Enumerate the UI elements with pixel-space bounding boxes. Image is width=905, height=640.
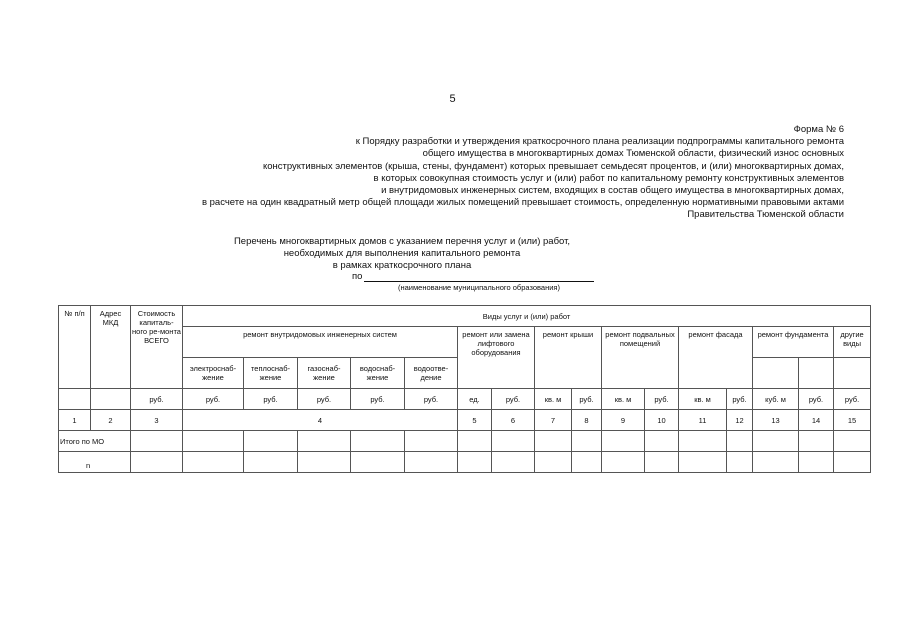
header-line: к Порядку разработки и утверждения краткосрочного плана реализации подпрограммы капитального ремонта (355, 136, 844, 148)
table-cell (298, 431, 351, 452)
unit-cell: кв. м (679, 389, 727, 410)
header-water: водоснаб-жение (351, 358, 405, 389)
form-label: Форма № 6 (793, 124, 844, 135)
unit-cell: руб. (351, 389, 405, 410)
unit-cell: руб. (799, 389, 834, 410)
table-cell (727, 431, 753, 452)
table-cell (405, 431, 458, 452)
po-label: по (352, 271, 363, 282)
header-other: другие виды (834, 327, 871, 358)
empty-cell (834, 358, 871, 389)
column-number: 7 (535, 410, 572, 431)
empty-cell (59, 389, 91, 410)
column-number: 2 (91, 410, 131, 431)
table-cell (727, 452, 753, 473)
page-number: 5 (449, 93, 456, 105)
header-roof: ремонт крыши (535, 327, 602, 389)
header-electric: электроснаб-жение (183, 358, 244, 389)
column-number: 3 (131, 410, 183, 431)
table-cell (834, 452, 871, 473)
unit-cell: кв. м (535, 389, 572, 410)
unit-cell: руб. (183, 389, 244, 410)
column-number: 11 (679, 410, 727, 431)
column-number: 14 (799, 410, 834, 431)
title-line: необходимых для выполнения капитального ремонта (283, 247, 521, 259)
table-cell (679, 431, 727, 452)
header-heat: теплоснаб-жение (244, 358, 298, 389)
table-cell (458, 431, 492, 452)
unit-cell: руб. (834, 389, 871, 410)
row-n-text: n (86, 461, 91, 470)
header-line: в которых совокупная стоимость услуг и (или) работ по капитальному ремонту конструктивных элементов (373, 172, 844, 184)
table-cell (572, 452, 602, 473)
unit-cell: руб. (244, 389, 298, 410)
unit-cell: руб. (492, 389, 535, 410)
column-number: 12 (727, 410, 753, 431)
table-cell (602, 452, 645, 473)
table-cell (834, 431, 871, 452)
empty-cell (799, 358, 834, 389)
empty-cell (91, 389, 131, 410)
document-title (222, 236, 582, 271)
column-number: 5 (458, 410, 492, 431)
header-line: Правительства Тюменской области (687, 209, 844, 221)
unit-cell: руб. (727, 389, 753, 410)
unit-cell: руб. (405, 389, 458, 410)
header-line: в расчете на один квадратный метр общей площади жилых помещений превышает стоимость, определенную нормативными правовыми актами (201, 197, 844, 209)
form-header (84, 124, 844, 222)
header-line: и внутридомовых инженерных систем, входящих в состав общего имущества в многоквартирных домах, (381, 185, 844, 197)
header-total-cost: Стоимость капиталь-ного ре-монта ВСЕГО (131, 306, 183, 389)
municipality-field-line (364, 281, 594, 282)
table-cell (351, 431, 405, 452)
total-row-label: Итого по МО (59, 431, 131, 452)
table-cell (492, 452, 535, 473)
table-cell (244, 431, 298, 452)
header-line: конструктивных элементов (крыша, стены, фундамент) которых превышает семьдесят процентов, и (или) многоквартирных домах, (262, 160, 844, 172)
column-number: 6 (492, 410, 535, 431)
unit-cell: куб. м (753, 389, 799, 410)
header-gas: газоснаб-жение (298, 358, 351, 389)
table-cell (244, 452, 298, 473)
municipality-caption: (наименование муниципального образования) (398, 283, 560, 292)
header-foundation: ремонт фундамента (753, 327, 834, 358)
column-number: 15 (834, 410, 871, 431)
column-number: 1 (59, 410, 91, 431)
title-line: Перечень многоквартирных домов с указанием перечня услуг и (или) работ, (233, 236, 571, 247)
table-cell (645, 431, 679, 452)
table-cell (799, 431, 834, 452)
table-cell (645, 452, 679, 473)
column-number: 10 (645, 410, 679, 431)
column-number: 9 (602, 410, 645, 431)
header-facade: ремонт фасада (679, 327, 753, 389)
unit-cell: руб. (572, 389, 602, 410)
table-cell (535, 452, 572, 473)
unit-cell: руб. (131, 389, 183, 410)
table-cell (535, 431, 572, 452)
houses-table (58, 305, 871, 473)
title-line: в рамках краткосрочного плана (332, 259, 472, 271)
column-number: 4 (183, 410, 458, 431)
header-services: Виды услуг и (или) работ (183, 306, 871, 327)
header-basement: ремонт подвальных помещений (602, 327, 679, 389)
table-cell (458, 452, 492, 473)
table-cell (298, 452, 351, 473)
header-elevator: ремонт или замена лифтового оборудования (458, 327, 535, 389)
header-num: № п/п (59, 306, 91, 389)
header-drain: водоотве-дение (405, 358, 458, 389)
table-cell (572, 431, 602, 452)
unit-cell: кв. м (602, 389, 645, 410)
header-address: Адрес МКД (91, 306, 131, 389)
unit-cell: руб. (645, 389, 679, 410)
table-cell (131, 452, 183, 473)
header-engineering-systems: ремонт внутридомовых инженерных систем (183, 327, 458, 358)
table-cell (351, 452, 405, 473)
column-number: 13 (753, 410, 799, 431)
table-cell (602, 431, 645, 452)
column-number: 8 (572, 410, 602, 431)
table-cell (679, 452, 727, 473)
table-cell (183, 452, 244, 473)
empty-cell (753, 358, 799, 389)
table-cell (753, 452, 799, 473)
table-cell (131, 431, 183, 452)
header-line: общего имущества в многоквартирных домах Тюменской области, физический износ основных (422, 148, 844, 160)
table-cell (405, 452, 458, 473)
table-cell (492, 431, 535, 452)
table-cell (183, 431, 244, 452)
unit-cell: руб. (298, 389, 351, 410)
row-n-label (59, 452, 131, 473)
unit-cell: ед. (458, 389, 492, 410)
table-cell (799, 452, 834, 473)
table-cell (753, 431, 799, 452)
